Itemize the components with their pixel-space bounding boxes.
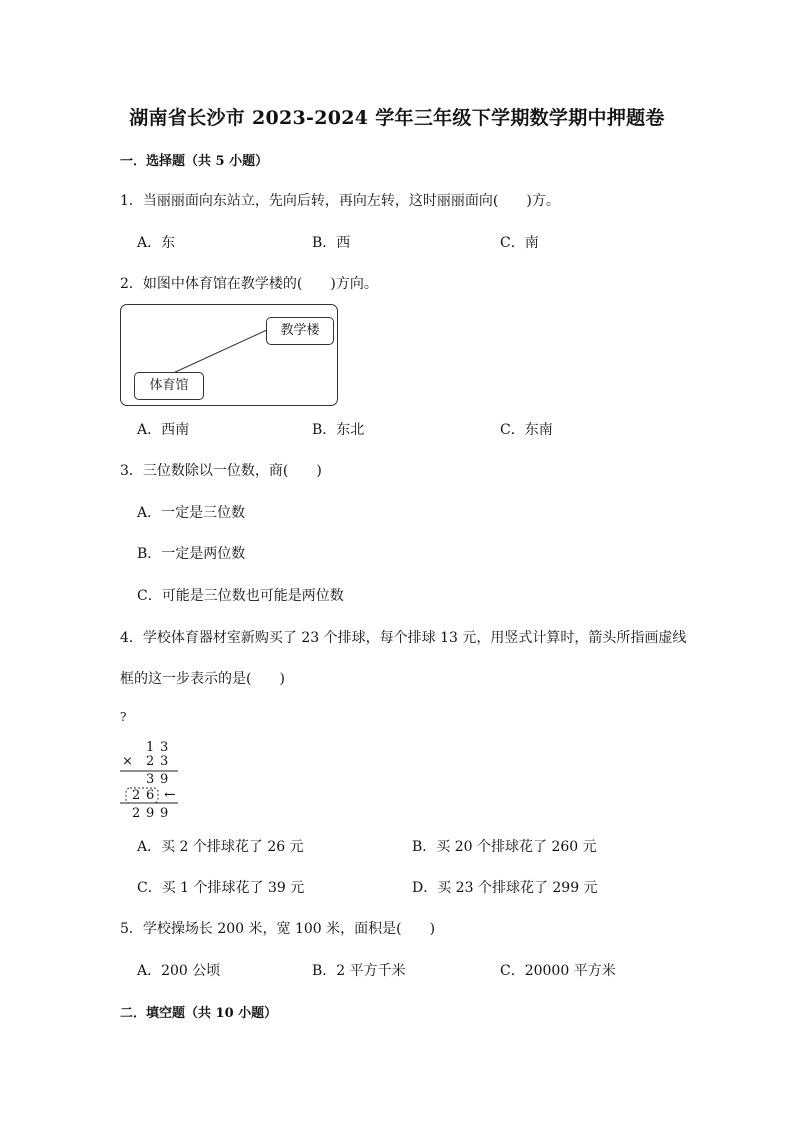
calc-digit: 9 (160, 772, 169, 787)
calc-digit: 1 (146, 740, 155, 755)
question-3-option-a: A．一定是三位数 (137, 505, 246, 521)
vertical-multiplication (120, 740, 190, 824)
section-heading-choice: 一．选择题（共 5 小题） (120, 154, 269, 169)
page-title: 湖南省长沙市 2023-2024 学年三年级下学期数学期中押题卷 (129, 107, 665, 129)
calc-digit: 6 (146, 788, 155, 803)
calc-digit: 3 (160, 740, 169, 755)
question-4-option-c: C．买 1 个排球花了 39 元 (137, 880, 305, 896)
question-5-option-c: C．20000 平方米 (500, 963, 616, 979)
question-4-option-b: B．买 20 个排球花了 260 元 (412, 839, 597, 855)
calc-digit: 2 (146, 754, 155, 769)
question-1-option-c: C．南 (500, 235, 539, 251)
building-teaching: 教学楼 (266, 317, 334, 345)
arrow-icon: ← (164, 787, 176, 803)
question-5-stem: 5．学校操场长 200 米，宽 100 米，面积是( ) (120, 921, 436, 937)
question-1-option-a: A．东 (137, 235, 176, 251)
calc-digit: 2 (132, 788, 141, 803)
question-1-stem: 1．当丽丽面向东站立，先向后转，再向左转，这时丽丽面向( )方。 (120, 193, 560, 209)
calc-digit: 9 (160, 806, 169, 821)
question-3-option-b: B．一定是两位数 (137, 546, 246, 562)
question-4-marker: ? (120, 710, 127, 724)
question-1-option-b: B．西 (312, 235, 351, 251)
times-sign: × (122, 754, 133, 769)
calc-digit: 9 (146, 806, 155, 821)
calc-digit: 2 (132, 806, 141, 821)
question-4-stem-line2: 框的这一步表示的是( ) (120, 671, 285, 687)
question-2-option-c: C．东南 (500, 422, 553, 438)
question-4-option-d: D．买 23 个排球花了 299 元 (412, 880, 598, 896)
question-2-option-a: A．西南 (137, 422, 190, 438)
calc-rules (120, 740, 190, 824)
question-4-stem-line1: 4．学校体育器材室新购买了 23 个排球，每个排球 13 元，用竖式计算时，箭头所指画虚线 (120, 630, 687, 646)
calc-digit: 3 (146, 772, 155, 787)
question-2-map-figure (120, 304, 338, 406)
section-heading-fill: 二．填空题（共 10 小题） (120, 1006, 278, 1021)
question-3-stem: 3．三位数除以一位数，商( ) (120, 463, 322, 479)
question-2-option-b: B．东北 (312, 422, 365, 438)
question-4-option-a: A．买 2 个排球花了 26 元 (137, 839, 304, 855)
question-2-stem: 2．如图中体育馆在教学楼的( )方向。 (120, 276, 378, 292)
question-5-option-a: A．200 公顷 (137, 963, 221, 979)
calc-digit: 3 (160, 754, 169, 769)
question-3-option-c: C．可能是三位数也可能是两位数 (137, 588, 344, 604)
building-gym: 体育馆 (134, 372, 204, 400)
question-5-option-b: B．2 平方千米 (312, 963, 406, 979)
